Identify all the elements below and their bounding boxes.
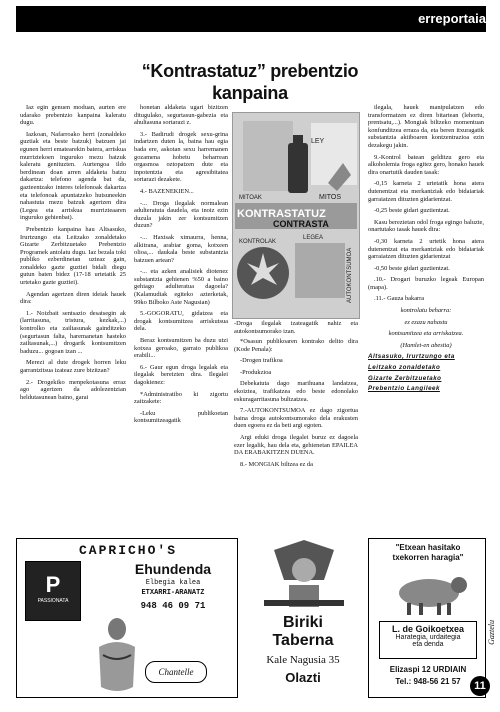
signature-line: Prebentzio Langileek [368, 385, 440, 393]
paragraph: (Hamlet-en abestia) [400, 341, 452, 349]
paragraph: -0,30 karneta 2 urtetik hona atera dutenentzat eta merkantziak edo bidaiariak garraiatzen dituzten gidarientzat [368, 237, 484, 261]
paragraph: Prebentzio kanpaina hau Altsasuko, Irurtzungo eta Leitzako zonaldetako Gizarte Zerbitzuetako Prebentzio Programek antolatu dugu. Iaz bezala toki publiko ezberdinetan uzteaz gain, zonaldeko gazte guztiei bidali diegu gutun baten bidez (17-18 urtetatik 25 urtetako gazte guztiei). [20, 225, 126, 287]
paragraph: 9.-Kontrol batean gelditzu gero eta alkoholemia froga egitez gero, honako hauek dira onartutik dauden tasak: [368, 153, 484, 176]
column-3 [234, 338, 358, 528]
title-line-1: “Kontrastatuz” prebentzio [141, 61, 359, 81]
ad3-address: Elizaspi 12 URDIAIN [389, 665, 467, 674]
collage-word-legea: LEGEA [303, 235, 324, 241]
paragraph: -0,25 beste gidari guztientzat. [374, 207, 450, 215]
ad3-sub1: Harategia, urdaitegia [395, 634, 461, 641]
page-number: 11 [470, 676, 490, 696]
paragraph: Kasu berezietan odol froga egingo baluzte, onartutako tasak hauek dira: [368, 218, 484, 234]
ad3-cow-illustration [389, 567, 469, 617]
paragraph: -... Droga ilegalak normalean adulteratuta daudela, eta inoiz ezin duzula jakin zer kontsumitzen duzun? [134, 199, 228, 230]
ad3-shop: L. de Goikoetxea [391, 624, 465, 634]
ad3-slogan-line2: txekorren haragia" [392, 553, 464, 562]
collage-word-autokontsumoa: AUTOKONTSUMOA [347, 247, 353, 303]
paragraph: ez ezazu nahastu [404, 318, 448, 326]
collage-word-mitos: MITOS [319, 194, 342, 201]
column-2 [134, 104, 228, 528]
ad-goikoetxea [368, 538, 486, 698]
article-title [0, 60, 500, 104]
ad3-sub2: eta denda [412, 641, 444, 648]
paragraph: -... eta azken analisiek diotenez substantzia gehienen %50 a baino gehiago adulteratua dagoela? (Kalamudiak egiteko azterketak, 99ko Bilboko Aste Nagusian) [134, 268, 228, 306]
ad2-name-line1: Biriki [282, 614, 323, 631]
ad1-shop: Ehundenda [134, 561, 212, 577]
paragraph: 3.- Badirudi drogek sexu-grina indartzen duten la, baina hau egia bada ere, askotan sexu harremanen gozamena hobetu beharrean orgasmoa oztopatzen dute eta inpotentzia eta agresibitatea sortarazi dezakete. [134, 130, 228, 184]
ad1-brand-box [25, 561, 81, 621]
paragraph: ilegala, hauek manipulatzen edo transformatzen ez diren bitartean (lehortu, prentsatu,...). Mongiak biltzeko momentuan konfunditzea erraza da, eta beren itxuragatik substantzia aktiboaren kontzentrazioa ezin dezakegu jakin. [368, 104, 484, 149]
ad3-phone: Tel.: 948-56 21 57 [395, 677, 461, 686]
ads-row [16, 538, 486, 698]
paragraph: -Leku publikoetan kontsumitzeagatik [134, 409, 228, 425]
campaign-collage-image [232, 112, 360, 319]
paragraph: -Produkzioa [240, 368, 272, 376]
paragraph: Debekatuta dago marihuana landatzea, ekoiztea, trafikatzea edo beste edonolako eskuragarritasuna bultzatzea. [234, 380, 358, 403]
paragraph: Iazkoan, Nafarroako herri (zonaldeko guztiak eta beste batzuk) batzuen jai egunen herri ematearekin batera, arriskua murriztekoen inguruko mezu batzuk kaleratu genituzten. Aurtengoa ildo berdinean doan arren aldaketa batzu dakartza: telefono agenda bat da, gazteentzako interes telefonoak dakartza eta telefonoak apuntatzeko hutsuneekin nahastuta mezu batzuk agertzen dira (Legea eta arriskua murrizteaaren inguruko gehienbat). [20, 130, 126, 222]
paragraph: .11.- Gauza bakarra [374, 295, 425, 303]
paragraph: -Drogen trafikoa [240, 357, 283, 365]
paragraph: *Osasun publikoaren kontrako delito dira (Kode Penala): [234, 338, 358, 353]
ad1-model-illustration [77, 617, 157, 697]
section-label: erreportaia [418, 11, 486, 26]
paragraph: 2.- Drogekiko menpekotasuna erraz ago agertzen da adolezentzian heldutasunean baino, garai [20, 378, 126, 401]
paragraph: *Administratibo ki zigortu zaitzakete: [134, 390, 228, 406]
paragraph: Argi eduki droga ilegalei buruz ez dagoela ezer legalik, hau dela eta, gehienetan EPAILEA DA ERABAKITZEN DUENA. [234, 433, 358, 457]
ad1-brand-glyph: P [45, 572, 61, 597]
collage-svg [233, 113, 359, 318]
ad2-name [244, 614, 362, 650]
paragraph: 5.-GOGORATU, gidatzea eta drogak kontsumitzea arriskutsua dela. [134, 310, 228, 333]
paragraph: -0,15 karneta 2 urtetatik hona atera dutenentzat eta merkantziak edo bidaiariak garraiatzen dituzten gidarientzat. [368, 180, 484, 203]
collage-word-mitoak: MITOAK [239, 195, 262, 201]
signature-line: Leitzako zonaldetako [368, 364, 441, 372]
title-line-2: kanpaina [212, 83, 288, 103]
header-bar [16, 6, 486, 32]
ad2-name-line2: Taberna [272, 632, 334, 649]
ad-capricho [16, 538, 238, 698]
collage-word-kontrastatuz: KONTRASTATUZ [237, 208, 326, 220]
ad3-slogan [369, 543, 486, 563]
signature-line: Altsasuko, Irurtzungo eta [368, 353, 455, 361]
signature-line: Gizarte Zerbitzuetako [368, 374, 442, 382]
paragraph: honetan aldaketa ugari bizitzen ditugulako, segurtasun-gabezia eta ahultasuna sortarazi z. [134, 104, 228, 127]
ad3-shop-box [379, 621, 477, 659]
ad1-street: Elbegia kalea [145, 579, 201, 587]
column-1 [20, 104, 126, 528]
paragraph: Iaz egin genuen moduan, aurten ere udarako prebentzio kanpaina kaleratu dugu. [20, 104, 126, 127]
paragraph: .10.- Drogari buruzko legeak Europan (mapa). [368, 276, 484, 291]
paragraph: Agendan agertzen diren ideiak hauek dira: [20, 290, 126, 306]
collage-word-ley: LEY [311, 138, 325, 145]
paragraph: kontsumitzea eta arriskatzea. [388, 330, 464, 338]
ad2-street: Kale Nagusia 35 [266, 654, 340, 666]
column-4 [368, 104, 484, 534]
ad1-brand: PASSIONATA [37, 598, 69, 604]
collage-word-kontrolak: KONTROLAK [239, 239, 277, 245]
paragraph: 1.- Noizbait sentsazio desatsegin ak (larritasuna, tristura, kezkak,...) kontrolko eta zailtasunak gainditzeko (segurtasun falta, haremanetan hasteko zailtasunak,...) drogarik kontsumitzen baduzu... gogoan izan ... [20, 309, 126, 355]
ad1-name: CAPRICHO'S [78, 543, 177, 558]
paragraph: Beraz kontsumitzen ba duzu utzi kotxea geroako, garraio publikoa erabili... [134, 337, 228, 360]
collage-word-contrasta: CONTRASTA [273, 219, 329, 229]
paragraph: 7.-AUTOKONTSUMOA ez dago zigortua baina droga autokontsumorako dela erakusten duen egoera ez da beti argi egoten. [234, 407, 358, 430]
image-caption: -Droga ilegalak izateagatik nahiz eta autokontsumorako izan. [234, 320, 358, 335]
paragraph: Merezi al dute drogek horren leku garrantzitsua izateaz zure bizitzan? [20, 359, 126, 374]
paragraph: 8.- MONGIAK biltzea ez da [240, 460, 313, 468]
paragraph: 4.- BAZENEKIEN... [140, 187, 194, 195]
ad3-slogan-line1: "Etxean hasitako [395, 543, 461, 552]
paragraph: 6.- Gaur egun droga legalak eta ilegalak bereizten dira. Ilegalei dagokienez: [134, 363, 228, 386]
ad-biriki [244, 538, 362, 698]
paragraph: -0,50 beste gidari guztientzat. [374, 264, 450, 272]
magazine-side-text: Gaztelu [487, 620, 496, 645]
ad1-town: ETXARRI-ARANATZ [141, 589, 205, 597]
paragraph: -... Haxisak ximaurra, henna, alkitrana, arabiar goma, kotxeen olioa,... daukala beste substantzia batzuen artean? [134, 233, 228, 264]
paragraph: kontrolatu beharra: [400, 307, 452, 315]
ad2-illustration [254, 540, 354, 610]
ad1-brand2: Chantelle [145, 661, 207, 683]
ad1-phone: 948 46 09 71 [140, 601, 206, 611]
ad2-town: Olazti [285, 670, 321, 685]
